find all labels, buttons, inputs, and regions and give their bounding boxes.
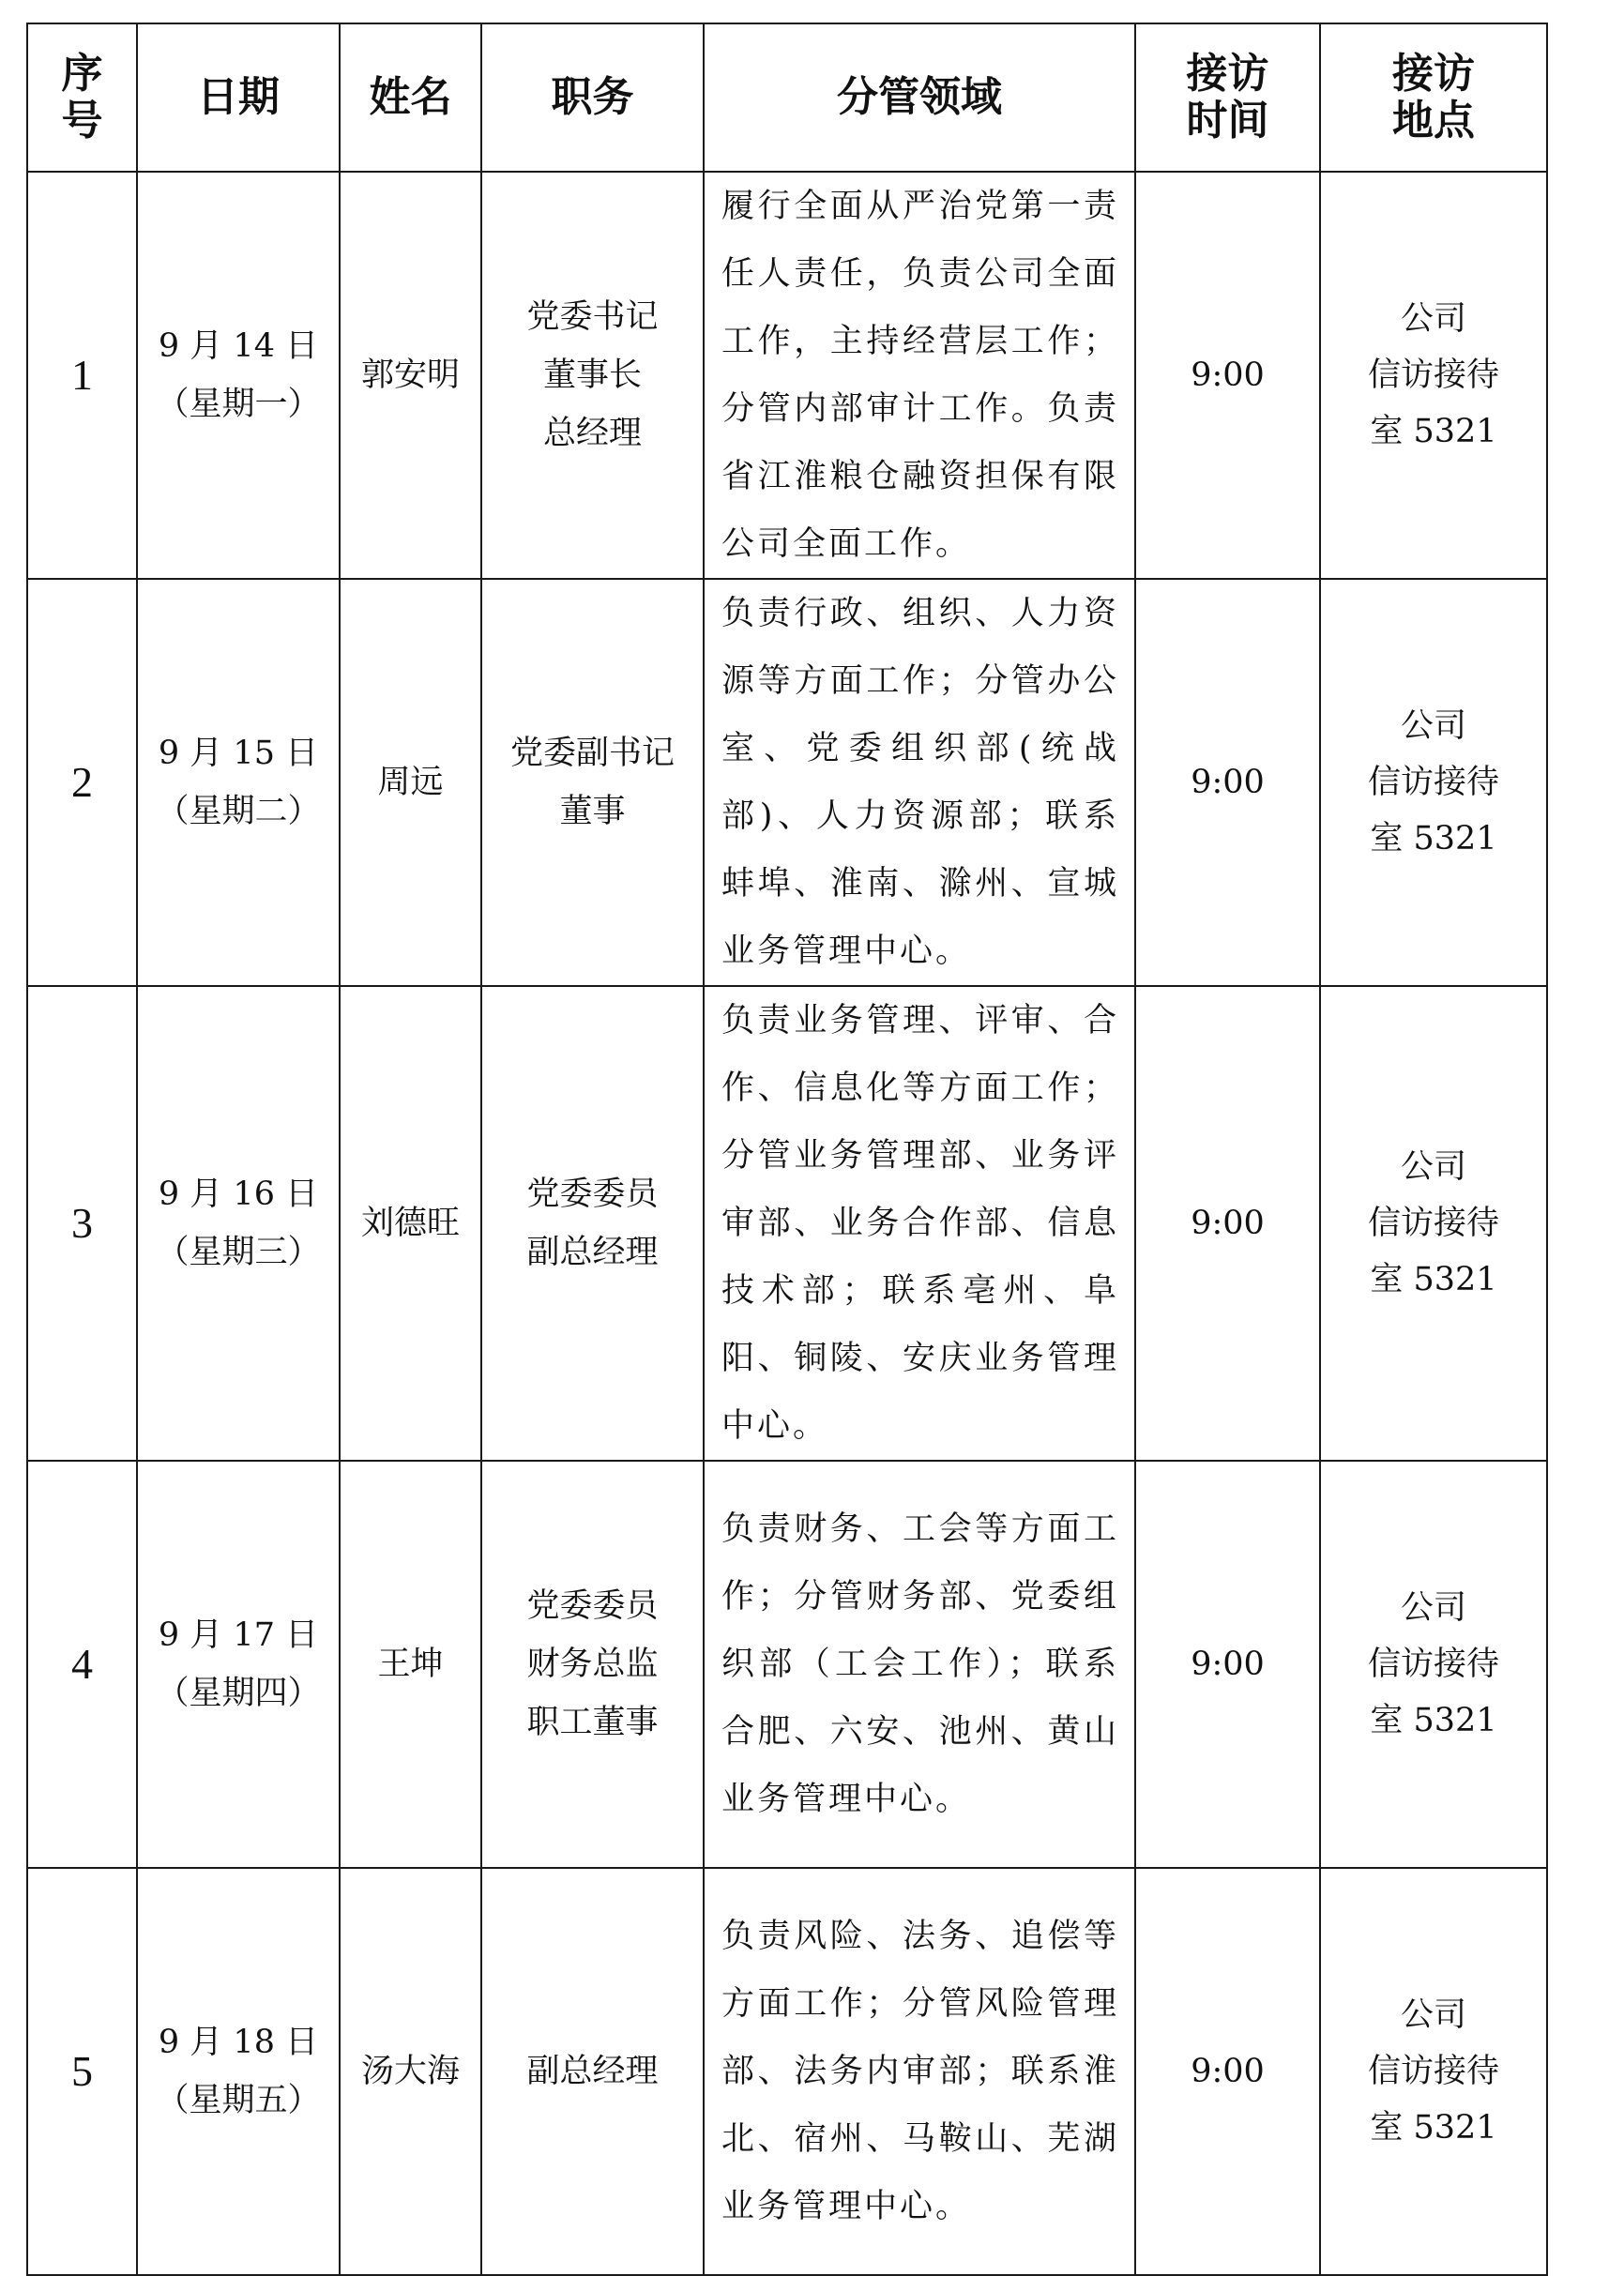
row-location: 公司 信访接待 室 5321 [1320, 1461, 1547, 1868]
row-title: 副总经理 [481, 1868, 704, 2275]
row-title: 党委副书记 董事 [481, 579, 704, 986]
row-name: 周远 [340, 579, 481, 986]
row-seq: 3 [27, 986, 137, 1461]
row-time: 9:00 [1135, 1868, 1320, 2275]
row-date: 9 月 15 日 （星期二） [137, 579, 340, 986]
header-time: 接访 时间 [1135, 23, 1320, 172]
row-seq: 2 [27, 579, 137, 986]
row-time: 9:00 [1135, 579, 1320, 986]
row-time: 9:00 [1135, 986, 1320, 1461]
row-area: 负责行政、组织、人力资源等方面工作；分管办公室、党委组织部(统战部)、人力资源部；联系蚌埠、淮南、滁州、宣城业务管理中心。 [704, 579, 1135, 986]
row-location: 公司 信访接待 室 5321 [1320, 986, 1547, 1461]
row-seq: 4 [27, 1461, 137, 1868]
row-date: 9 月 14 日 （星期一） [137, 172, 340, 579]
table-row [27, 579, 1547, 986]
row-date: 9 月 18 日 （星期五） [137, 1868, 340, 2275]
row-area: 负责业务管理、评审、合作、信息化等方面工作；分管业务管理部、业务评审部、业务合作部、信息技术部；联系亳州、阜阳、铜陵、安庆业务管理中心。 [704, 986, 1135, 1461]
header-name: 姓名 [340, 23, 481, 172]
header-seq: 序 号 [27, 23, 137, 172]
table-row [27, 986, 1547, 1461]
row-area: 负责风险、法务、追偿等方面工作；分管风险管理部、法务内审部；联系淮北、宿州、马鞍山、芜湖业务管理中心。 [704, 1868, 1135, 2275]
table-row [27, 1868, 1547, 2275]
header-date: 日期 [137, 23, 340, 172]
row-date: 9 月 16 日 （星期三） [137, 986, 340, 1461]
row-date: 9 月 17 日 （星期四） [137, 1461, 340, 1868]
row-area: 负责财务、工会等方面工作；分管财务部、党委组织部（工会工作）；联系合肥、六安、池州、黄山业务管理中心。 [704, 1461, 1135, 1868]
row-title: 党委委员 副总经理 [481, 986, 704, 1461]
row-name: 郭安明 [340, 172, 481, 579]
row-seq: 1 [27, 172, 137, 579]
header-location: 接访 地点 [1320, 23, 1547, 172]
row-name: 王坤 [340, 1461, 481, 1868]
row-location: 公司 信访接待 室 5321 [1320, 1868, 1547, 2275]
header-area: 分管领域 [704, 23, 1135, 172]
row-name: 汤大海 [340, 1868, 481, 2275]
header-title: 职务 [481, 23, 704, 172]
row-seq: 5 [27, 1868, 137, 2275]
row-time: 9:00 [1135, 1461, 1320, 1868]
row-location: 公司 信访接待 室 5321 [1320, 579, 1547, 986]
row-name: 刘德旺 [340, 986, 481, 1461]
header-row [27, 23, 1547, 172]
row-time: 9:00 [1135, 172, 1320, 579]
row-title: 党委书记 董事长 总经理 [481, 172, 704, 579]
reception-schedule-table [26, 23, 1548, 2276]
table-row [27, 172, 1547, 579]
row-location: 公司 信访接待 室 5321 [1320, 172, 1547, 579]
row-area: 履行全面从严治党第一责任人责任，负责公司全面工作，主持经营层工作；分管内部审计工作。负责省江淮粮仓融资担保有限公司全面工作。 [704, 172, 1135, 579]
row-title: 党委委员 财务总监 职工董事 [481, 1461, 704, 1868]
table-row [27, 1461, 1547, 1868]
